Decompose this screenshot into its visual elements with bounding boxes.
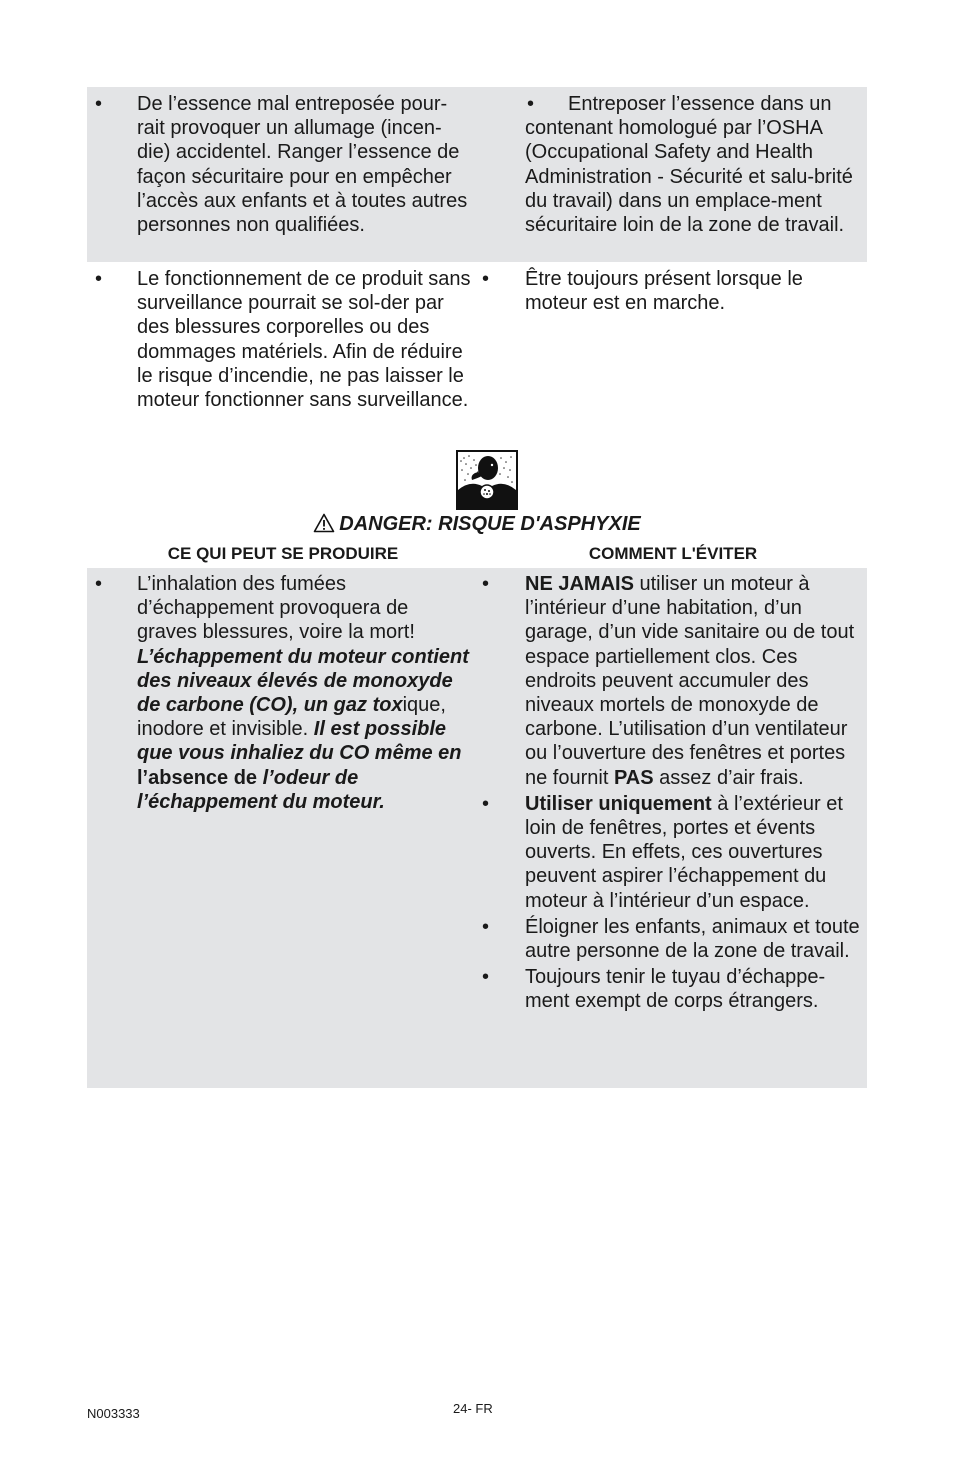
prevention-text-content: Entreposer l’essence dans un contenant homologué par l’OSHA (Occupational Safety and Health Administration - Sécurité et salu-brité du travail) dans un emplace-ment sécuritaire loin de la zone de travail. (525, 93, 853, 237)
danger-title (0, 511, 954, 537)
warning-triangle-icon (313, 513, 335, 533)
list-item (482, 792, 860, 913)
hazard-text-plain: ique, inodore et invisible. (137, 694, 446, 741)
asphyxiation-hazard-icon (456, 450, 518, 510)
bullet: • (482, 915, 490, 938)
hazard-text (137, 572, 472, 814)
bullet: • (482, 268, 490, 290)
list-item (482, 915, 860, 963)
danger-table-row (87, 568, 867, 1088)
table-row (87, 87, 867, 262)
list-item-text: utiliser un moteur à l’intérieur d’une habitation, d’un garage, d’un vide sanitaire ou de tout espace partiellement clos. Ces endroits peuvent accumuler des niveaux mortels de monoxyde de carbone. L’utilisation d’un ventilateur ou l’ouverture des fenêtres et portes ne fournit (525, 573, 855, 789)
list-item-bold: NE JAMAIS (525, 573, 634, 595)
hazard-text: Le fonctionnement de ce produit sans surveillance pourrait se sol-der par des blessures corporelles ou des dommages matériels. Afin de réduire le risque d’incendie, ne pas laisser le moteur fonctionner sans surveillance. (137, 268, 471, 412)
hazard-text: De l’essence mal entreposée pour-rait provoquer un allumage (incen-die) accidentel. Ranger l’essence de façon sécuritaire pour en empêcher l’accès aux enfants et à toutes autres personnes non qualifiées. (137, 93, 468, 237)
bullet: • (482, 573, 490, 595)
list-item-bold: PAS (613, 766, 654, 789)
prevention-text: Être toujours présent lorsque le moteur est en marche. (525, 268, 803, 315)
table-row (87, 262, 867, 437)
column-header-how-to-avoid: COMMENT L'ÉVITER (588, 544, 758, 563)
list-item (482, 965, 860, 1013)
bullet: • (95, 93, 103, 115)
hazard-text-bold-4: l’odeur de l’échappement du moteur. (137, 766, 385, 813)
list-item-text: à l’extérieur et loin de fenêtres, portes et évents ouverts. En effets, ces ouvertures peuvent aspirer l’échappement du moteur à l’intérieur d’un espace. (525, 792, 843, 912)
danger-title-text: DANGER: RISQUE D'ASPHYXIE (339, 513, 641, 535)
column-header-what-can-happen: CE QUI PEUT SE PRODUIRE (167, 544, 399, 563)
bullet: • (482, 966, 490, 989)
prevention-text (525, 92, 860, 237)
hazard-text-bold-1: L’échappement du moteur contient des niveaux élevés de monoxyde de carbone (CO), un gaz tox (137, 645, 469, 717)
bullet: • (95, 573, 103, 595)
bullet: • (482, 792, 490, 815)
list-item (482, 572, 860, 790)
list-item-bold: Utiliser uniquement (525, 792, 712, 815)
list-item-text: Toujours tenir le tuyau d’échappe-ment exempt de corps étrangers. (525, 966, 826, 1013)
hazard-text-intro: L’inhalation des fumées d’échappement provoquera de graves blessures, voire la mort! (137, 573, 415, 644)
list-item-text: Éloigner les enfants, animaux et toute autre personne de la zone de travail. (525, 915, 860, 963)
hazard-text-bold-3: l’absence de (137, 766, 258, 789)
bullet: • (527, 93, 535, 115)
document-number: N003333 (87, 1406, 140, 1421)
bullet: • (95, 268, 103, 290)
hazard-text-bold-2: Il est possible que vous inhaliez du CO même en (137, 718, 462, 765)
page-number: 24- FR (453, 1401, 493, 1416)
prevention-list (482, 572, 860, 1014)
list-item-text: assez d’air frais. (653, 766, 804, 789)
